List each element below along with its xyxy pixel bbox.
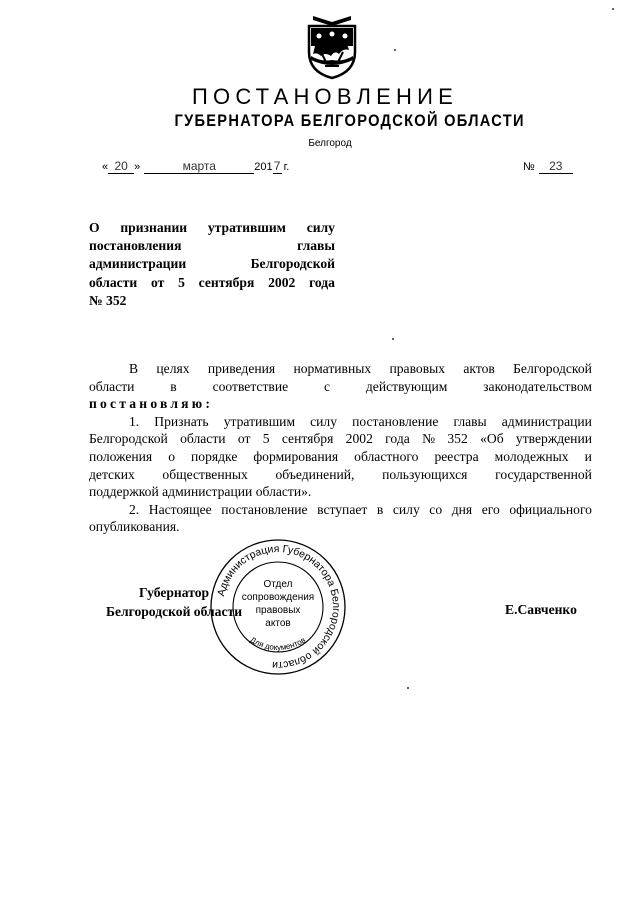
date-open-quote: « bbox=[102, 161, 109, 173]
scan-speck bbox=[407, 687, 409, 689]
date-year-prefix: 201 bbox=[254, 161, 273, 173]
body-line: положения о порядке формирования областного реестра молодежных и bbox=[89, 448, 592, 464]
document-body bbox=[89, 360, 592, 536]
stamp-line: правовых bbox=[255, 605, 301, 616]
body-line: области в соответствие с действующим законодательством bbox=[89, 378, 592, 394]
date-year-suffix: г. bbox=[283, 161, 290, 173]
issuing-authority: ГУБЕРНАТОРА БЕЛГОРОДСКОЙ ОБЛАСТИ bbox=[174, 111, 525, 130]
official-stamp bbox=[208, 537, 348, 677]
body-line: опубликования. bbox=[89, 519, 180, 535]
scan-speck bbox=[392, 338, 394, 340]
scan-speck bbox=[394, 49, 396, 51]
subject-line: области от 5 сентября 2002 года bbox=[89, 274, 335, 290]
body-line: детских общественных объединений, пользующихся государственной bbox=[89, 466, 592, 482]
resolution-word: постановляю: bbox=[89, 396, 214, 412]
date-day: 20 bbox=[108, 160, 134, 174]
document-subject bbox=[89, 219, 335, 310]
signer-region: Белгородской области bbox=[105, 603, 243, 619]
document-number: 23 bbox=[539, 160, 573, 174]
body-line: Белгородской области от 5 сентября 2002 года № 352 «Об утверждении bbox=[89, 431, 592, 447]
date-close-quote: » bbox=[134, 161, 141, 173]
number-label: № bbox=[523, 161, 535, 173]
stamp-line: Отдел bbox=[263, 579, 293, 590]
document-number-line bbox=[523, 160, 573, 174]
subject-line: администрации Белгородской bbox=[89, 256, 335, 272]
subject-line: О признании утратившим силу bbox=[89, 220, 335, 235]
body-line: 2. Настоящее постановление вступает в силу со дня его официального bbox=[129, 501, 592, 517]
subject-line: постановления главы bbox=[89, 238, 335, 254]
coat-of-arms-icon bbox=[299, 12, 365, 80]
signer-name: Е.Савченко bbox=[505, 602, 577, 617]
document-type-title: ПОСТАНОВЛЕНИЕ bbox=[192, 84, 458, 109]
scan-speck bbox=[612, 8, 614, 10]
body-line: В целях приведения нормативных правовых актов Белгородской bbox=[129, 361, 592, 376]
date-month: марта bbox=[144, 160, 254, 174]
signer-title: Губернатор bbox=[138, 585, 210, 600]
body-line: 1. Признать утратившим силу постановление главы администрации bbox=[129, 413, 592, 429]
date-year-digit: 7 bbox=[273, 159, 281, 173]
stamp-ring-text: Администрация Губернатора Белгородской области bbox=[215, 542, 343, 672]
stamp-line: актов bbox=[265, 618, 291, 629]
date-line bbox=[102, 160, 289, 174]
subject-line: № 352 bbox=[89, 292, 127, 308]
stamp-bottom-text: Для документов bbox=[248, 635, 308, 653]
body-line: поддержкой администрации области». bbox=[89, 484, 312, 500]
issue-city: Белгород bbox=[308, 138, 352, 149]
stamp-line: сопровождения bbox=[241, 592, 315, 603]
